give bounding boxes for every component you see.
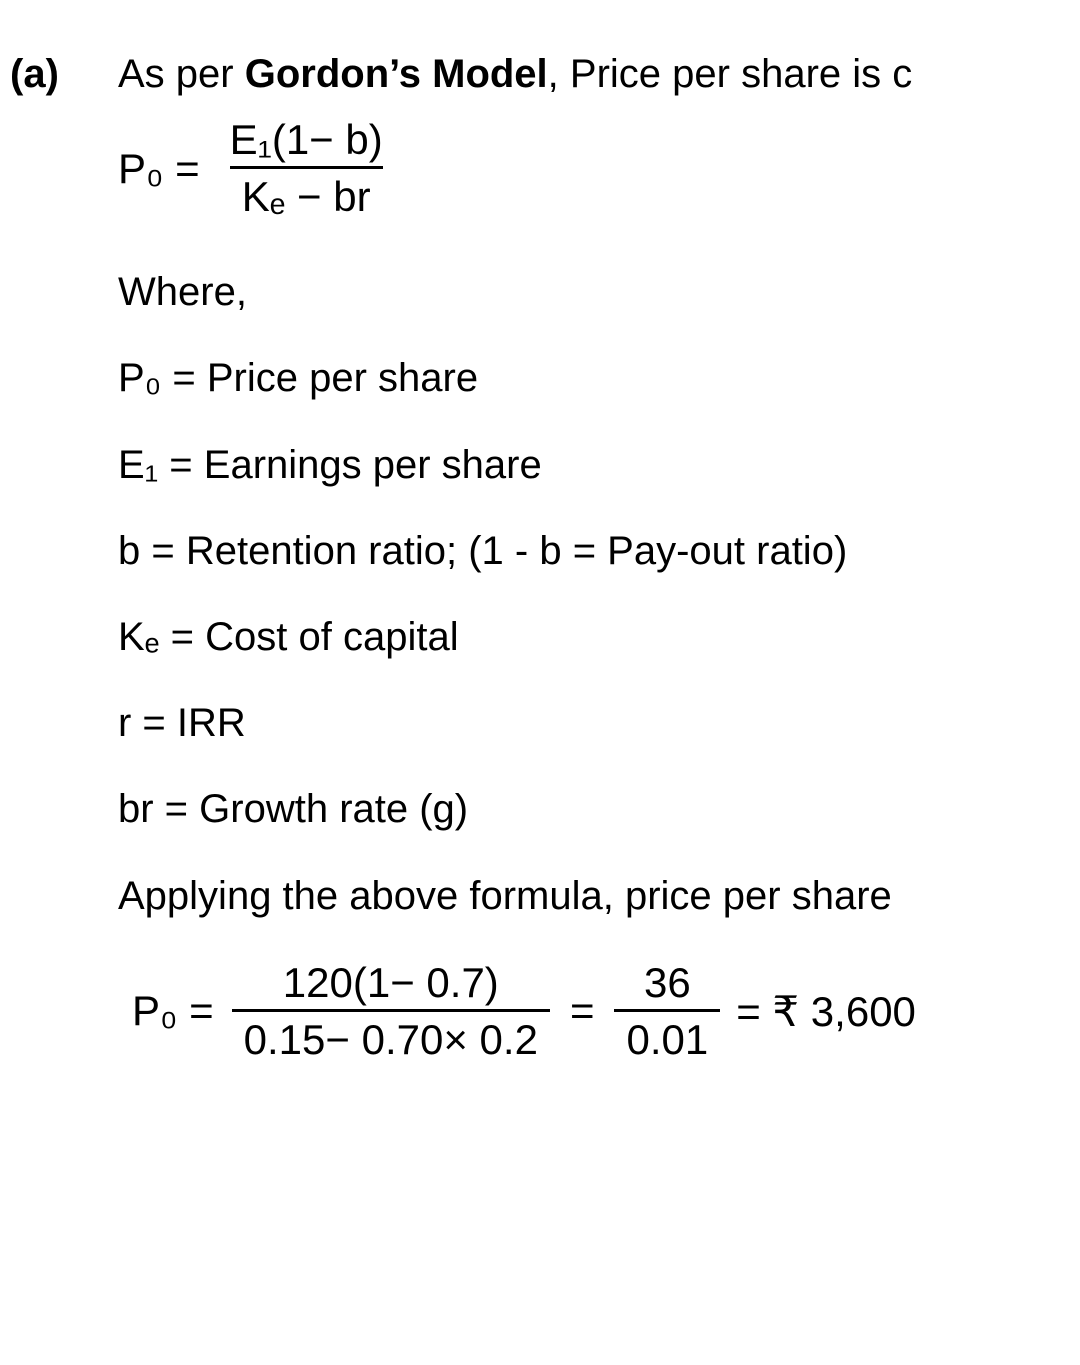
formula-2-numerator-2: 36 xyxy=(643,958,691,1006)
body-block xyxy=(0,96,1080,1062)
intro-row xyxy=(0,52,1080,96)
formula-price-calculation xyxy=(118,958,1080,1063)
intro-after: , Price per share is c xyxy=(547,52,913,96)
formula-2-denominator-1: 0.15− 0.70× 0.2 xyxy=(232,1009,550,1062)
line-price-per-share: P₀ = Price per share xyxy=(118,356,479,401)
line-retention-ratio: b = Retention ratio; (1 - b = Pay-out ratio) xyxy=(118,528,848,573)
formula-1-fraction xyxy=(218,118,395,219)
formula-2-denominator-2: 0.01 xyxy=(614,1009,720,1062)
line-cost-of-capital: Kₑ = Cost of capital xyxy=(118,614,459,659)
line-applying-formula: Applying the above formula, price per share xyxy=(118,873,892,918)
formula-2-operator: = xyxy=(569,987,595,1035)
list-marker: (a) xyxy=(10,52,59,96)
line-growth-rate: br = Growth rate (g) xyxy=(118,787,469,832)
formula-1-numerator: E₁(1− b) xyxy=(229,116,383,163)
intro-bold: Gordon’s Model xyxy=(244,52,548,96)
formula-2-lhs: P₀ = xyxy=(132,987,214,1035)
formula-gordon-model xyxy=(118,118,1080,219)
intro-before: As per xyxy=(118,52,245,96)
formula-2-fraction-2 xyxy=(614,958,720,1063)
line-earnings-per-share: E₁ = Earnings per share xyxy=(118,442,542,487)
line-irr: r = IRR xyxy=(118,701,246,746)
formula-1-lhs: P₀ = xyxy=(118,144,200,192)
formula-2-numerator-1: 120(1− 0.7) xyxy=(282,958,499,1006)
formula-2-fraction-1 xyxy=(232,958,550,1063)
formula-1-denominator: Kₑ − br xyxy=(230,166,383,219)
line-where: Where, xyxy=(118,270,247,315)
formula-2-result: = ₹ 3,600 xyxy=(736,987,916,1035)
intro-text xyxy=(118,52,912,96)
